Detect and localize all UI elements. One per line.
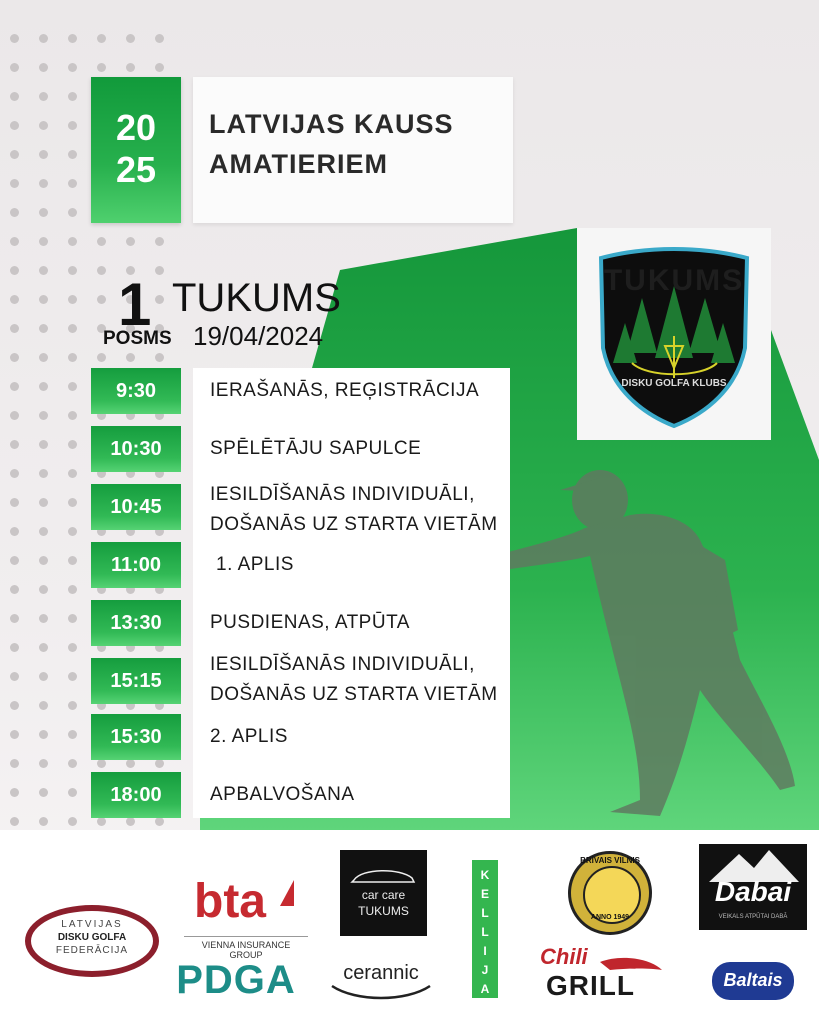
- schedule-time: 9:30: [91, 368, 181, 414]
- activity-line: IERAŠANĀS, REĢISTRĀCIJA: [210, 380, 480, 401]
- schedule-time: 10:30: [91, 426, 181, 472]
- baltais-name: Baltais: [723, 970, 783, 990]
- cerannic-logo: [326, 958, 436, 1004]
- bta-logo: [184, 874, 308, 960]
- ldgf-line-3: FEDERĀCIJA: [55, 945, 129, 956]
- bta-sail-icon: [280, 880, 294, 906]
- schedule-time: 18:00: [91, 772, 181, 818]
- brivais-vilnis-name: BRĪVAIS VILNIS: [580, 856, 640, 865]
- schedule-activity: [216, 550, 294, 580]
- carcare-line-2: TUKUMS: [358, 904, 409, 918]
- activity-line: DOŠANĀS UZ STARTA VIETĀM: [210, 514, 498, 535]
- schedule-time: 15:30: [91, 714, 181, 760]
- brivais-vilnis-year: ANNO 1949: [590, 914, 630, 921]
- activity-line: 2. APLIS: [210, 726, 288, 747]
- brivais-vilnis-logo: [568, 851, 652, 935]
- grill-text: GRILL: [546, 970, 635, 1001]
- schedule-activity: [210, 480, 498, 540]
- title-line-1: LATVIJAS KAUSS: [209, 109, 454, 139]
- carcare-line-1: car care: [361, 888, 406, 902]
- dabai-logo: [699, 844, 807, 930]
- schedule-time: 10:45: [91, 484, 181, 530]
- chili-text: Chili: [540, 944, 588, 969]
- activity-line: IESILDĪŠANĀS INDIVIDUĀLI,: [210, 654, 475, 675]
- activity-line: IESILDĪŠANĀS INDIVIDUĀLI,: [210, 484, 475, 505]
- chili-grill-logo: [540, 940, 670, 1002]
- cerannic-arc-icon: [326, 958, 436, 1004]
- cerannic-name: cerannic: [343, 962, 419, 984]
- activity-line: 1. APLIS: [216, 554, 294, 575]
- baltais-logo: [712, 962, 794, 1000]
- schedule-activity: [210, 780, 355, 810]
- stage-number: 1: [118, 271, 152, 338]
- schedule-time: 13:30: [91, 600, 181, 646]
- year-badge: [91, 77, 181, 223]
- tukums-shield-icon: [577, 228, 771, 440]
- schedule-activity: [210, 376, 479, 406]
- sponsors-area: [0, 830, 819, 1024]
- kellija-letter: J: [481, 963, 489, 977]
- car-icon: [340, 850, 427, 890]
- ldgf-line-2: DISKU GOLFA: [57, 932, 127, 943]
- kellija-letter: L: [481, 925, 489, 939]
- club-logo-card: [577, 228, 771, 440]
- kellija-letter: L: [481, 906, 489, 920]
- schedule-activity: [210, 608, 410, 638]
- pdga-logo: PDGA: [176, 958, 296, 1002]
- schedule-time: 15:15: [91, 658, 181, 704]
- club-logo-name: TUKUMS: [603, 264, 745, 297]
- kellija-letter: E: [480, 887, 489, 901]
- club-logo-subtitle: DISKU GOLFA KLUBS: [621, 378, 727, 389]
- stage-city: TUKUMS: [172, 276, 341, 320]
- bta-name: bta: [194, 875, 266, 928]
- ldgf-line-1: LATVIJAS: [61, 919, 123, 930]
- year-line-2: 25: [115, 149, 157, 190]
- stage-date: 19/04/2024: [193, 321, 324, 351]
- bta-tagline: VIENNA INSURANCE GROUP: [201, 940, 291, 960]
- schedule-activity: [210, 434, 421, 464]
- kellija-letter: K: [480, 868, 490, 882]
- dabai-tagline: VEIKALS ATPŪTAI DABĀ: [718, 914, 788, 920]
- year-line-1: 20: [115, 107, 157, 148]
- bta-divider: [184, 936, 308, 937]
- kellija-name: [472, 866, 498, 999]
- carcare-logo: [340, 850, 427, 936]
- activity-line: DOŠANĀS UZ STARTA VIETĀM: [210, 684, 498, 705]
- kellija-letter: A: [480, 982, 490, 996]
- kellija-logo: [472, 860, 498, 998]
- schedule-activity: [210, 650, 498, 710]
- kellija-letter: I: [483, 944, 487, 958]
- title-line-2: AMATIERIEM: [209, 149, 388, 179]
- title-card: [193, 77, 513, 223]
- activity-line: APBALVOŠANA: [210, 784, 355, 805]
- schedule-time: 11:00: [91, 542, 181, 588]
- ldgf-logo: [25, 905, 159, 977]
- schedule-activity: [210, 722, 288, 752]
- activity-line: SPĒLĒTĀJU SAPULCE: [210, 438, 422, 459]
- activity-line: PUSDIENAS, ATPŪTA: [210, 612, 410, 633]
- dabai-name: Dabai: [714, 876, 792, 907]
- stage-word: POSMS: [103, 328, 172, 349]
